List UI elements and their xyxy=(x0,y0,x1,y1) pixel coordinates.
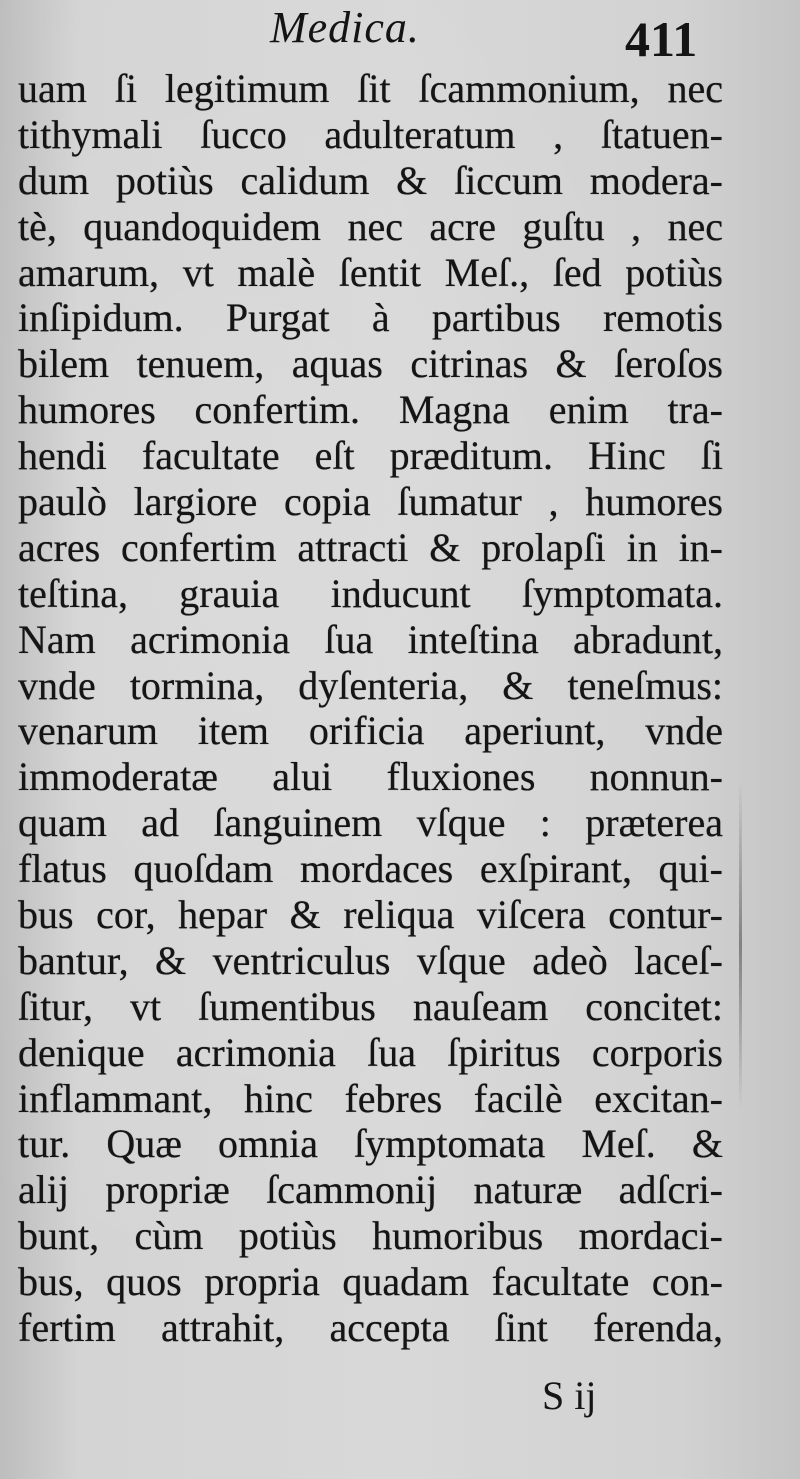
text-line-18: flatus quoſdam mordaces exſpirant, qui- xyxy=(18,846,723,892)
text-line-25: alij propriæ ſcammonij naturæ adſcri- xyxy=(18,1167,723,1213)
text-line-22: denique acrimonia ſua ſpiritus corporis xyxy=(18,1029,723,1075)
text-line-6: inſipidum. Purgat à partibus remotis xyxy=(18,295,723,341)
text-line-10: paulò largiore copia ſumatur , humores xyxy=(18,479,723,525)
text-line-5: amarum, vt malè ſentit Meſ., ſed potiùs xyxy=(18,249,723,295)
text-line-8: humores confertim. Magna enim tra- xyxy=(18,387,723,433)
text-line-19: bus cor, hepar & reliqua viſcera contur- xyxy=(18,892,723,938)
body-text xyxy=(18,66,723,1351)
text-line-11: acres confertim attracti & prolapſi in in- xyxy=(18,524,723,570)
page-number: 411 xyxy=(625,11,698,67)
text-line-4: tè, quandoquidem nec acre guſtu , nec xyxy=(18,203,723,249)
text-line-15: venarum item orificia aperiunt, vnde xyxy=(18,708,723,754)
text-line-12: teſtina, grauia inducunt ſymptomata. xyxy=(18,570,723,616)
text-line-13: Nam acrimonia ſua inteſtina abradunt, xyxy=(18,616,723,662)
page-header xyxy=(0,2,800,67)
signature-mark: S ij xyxy=(542,1373,597,1418)
text-line-26: bunt, cùm potiùs humoribus mordaci- xyxy=(18,1213,723,1259)
text-line-24: tur. Quæ omnia ſymptomata Meſ. & xyxy=(18,1121,723,1167)
text-line-9: hendi facultate eſt præditum. Hinc ſi xyxy=(18,433,723,479)
text-line-27: bus, quos propria quadam facultate con- xyxy=(18,1259,723,1305)
text-line-7: bilem tenuem, aquas citrinas & ſeroſos xyxy=(18,341,723,387)
text-line-28: fertim attrahit, accepta ſint ferenda, xyxy=(18,1305,723,1351)
text-line-17: quam ad ſanguinem vſque : præterea xyxy=(18,800,723,846)
text-line-16: immoderatæ alui fluxiones nonnun- xyxy=(18,754,723,800)
running-head: Medica. xyxy=(270,3,420,52)
text-line-23: inflammant, hinc febres facilè excitan- xyxy=(18,1075,723,1121)
text-line-20: bantur, & ventriculus vſque adeò laceſ- xyxy=(18,937,723,983)
text-line-21: ſitur, vt ſumentibus nauſeam concitet: xyxy=(18,983,723,1029)
text-line-3: dum potiùs calidum & ſiccum modera- xyxy=(18,157,723,203)
text-line-2: tithymali ſucco adulteratum , ſtatuen- xyxy=(18,111,723,157)
text-line-1: uam ſi legitimum ſit ſcammonium, nec xyxy=(18,66,723,111)
text-line-14: vnde tormina, dyſenteria, & teneſmus: xyxy=(18,662,723,708)
page-edge-shadow xyxy=(739,780,742,1110)
